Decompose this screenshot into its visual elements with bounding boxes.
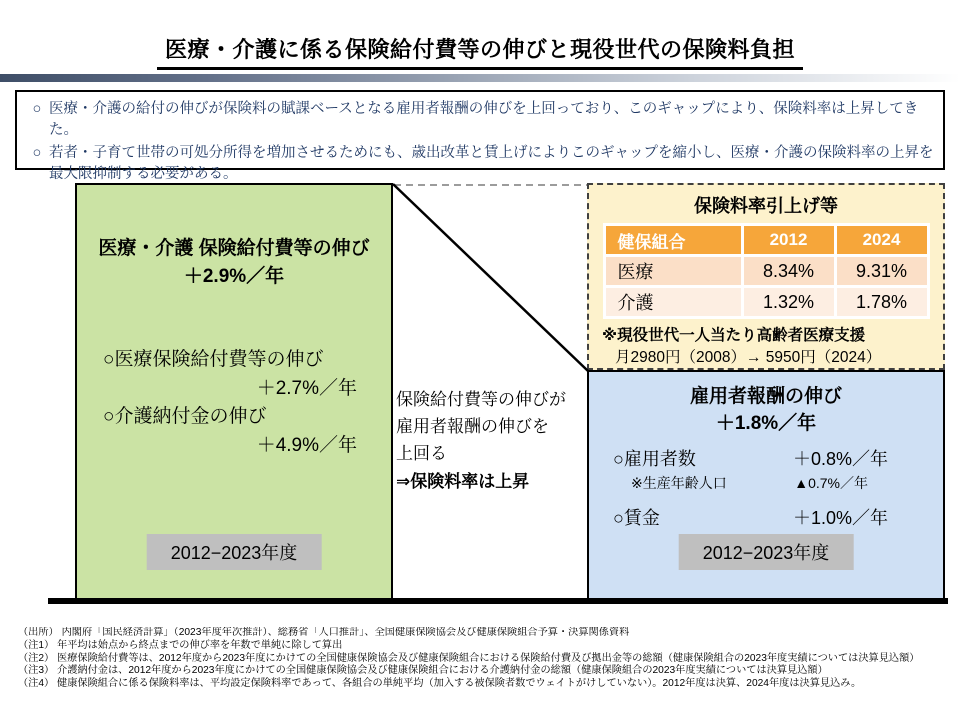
footnote-line: （注3） 介護納付金は、2012年度から2023年度にかけての全国健康保険協会及び健康保険組合における介護納付金の総額（健康保険組合の2023年度実績については決算見込額） [18, 665, 828, 677]
table-cell: 医療 [606, 257, 741, 285]
table-header-cell: 2012 [744, 226, 834, 254]
gap-note-conclusion: ⇒保険料率は上昇 [396, 471, 530, 491]
gap-note [396, 386, 584, 495]
table-cell: 8.34% [744, 257, 834, 285]
table-row [606, 257, 927, 285]
comp-item-label: ○雇用者数 [613, 449, 696, 470]
table-cell: 9.31% [837, 257, 927, 285]
premium-note-title: ※現役世代一人当たり高齢者医療支援 [602, 327, 866, 344]
premium-note [589, 325, 943, 368]
benefits-title-rate: ＋2.9%／年 [183, 265, 285, 287]
compensation-box [587, 370, 945, 600]
benefit-item-label: ○医療保険給付費等の伸び [103, 349, 324, 371]
compensation-title-rate: ＋1.8%／年 [715, 412, 817, 434]
bullet-text: 医療・介護の給付の伸びが保険料の賦課ベースとなる雇用者報酬の伸びを上回っており、このギャップにより、保険料率は上昇してきた。 [49, 101, 919, 138]
benefits-title-line1: 医療・介護 保険給付費等の伸び [98, 238, 370, 259]
comp-sub-value: ▲0.7%／年 [794, 475, 868, 492]
comp-item-value: ＋0.8%／年 [792, 449, 888, 470]
table-cell: 1.78% [837, 288, 927, 316]
premium-note-value: 月2980円（2008）→ 5950円（2024） [615, 348, 882, 366]
summary-panel [15, 90, 945, 182]
table-header-cell: 健保組合 [606, 226, 741, 254]
premium-box-title: 保険料率引上げ等 [694, 196, 838, 216]
footnotes [18, 627, 956, 691]
compensation-title-line1: 雇用者報酬の伸び [689, 386, 842, 407]
period-badge: 2012−2023年度 [679, 534, 854, 570]
summary-bullet [25, 99, 934, 140]
bullet-text: 若者・子育て世帯の可処分所得を増加させるためにも、歳出改革と賃上げによりこのギャップを縮小し、医療・介護の保険料率の上昇を最大限抑制する必要がある。 [49, 145, 934, 182]
footnote-line: （注1） 年平均は始点から終点までの伸び率を年数で単純に除して算出 [18, 639, 343, 651]
period-badge: 2012−2023年度 [147, 534, 322, 570]
benefit-item-value: ＋4.9%／年 [256, 434, 357, 456]
footnote-line: （注2） 医療保険給付費等は、2012年度から2023年度にかけての全国健康保険協会及び健康保険組合における保険給付費及び拠出金等の総額（健康保険組合の2023年度実績については決算見込額） [18, 652, 920, 664]
gap-note-line: 上回る [396, 444, 447, 464]
table-header-row [606, 226, 927, 254]
summary-bullet [25, 143, 934, 184]
bullet-marker: ○ [32, 145, 42, 162]
footnote-line: （注4） 健康保険組合に係る保険料率は、平均設定保険料率であって、各組合の単純平均（加入する被保険者数でウェイトがけしていない）。2012年度は決算、2024年度は決算見込み。 [18, 678, 862, 689]
benefit-item-label: ○介護納付金の伸び [103, 406, 267, 428]
table-header-cell: 2024 [837, 226, 927, 254]
page-title-wrap [0, 33, 960, 70]
premium-box [587, 183, 945, 370]
benefits-box [75, 183, 393, 600]
table-row [606, 288, 927, 316]
table-cell: 1.32% [744, 288, 834, 316]
compensation-box-title [589, 384, 943, 437]
benefits-items [77, 346, 391, 460]
comp-item-row [613, 506, 888, 531]
comp-sub-label: ※生産年齢人口 [631, 475, 727, 492]
benefit-item-value: ＋2.7%／年 [256, 377, 357, 399]
benefits-box-title [77, 235, 391, 290]
gap-note-line: 雇用者報酬の伸びを [396, 417, 549, 437]
table-cell: 介護 [606, 288, 741, 316]
comp-item-label: ○賃金 [613, 508, 660, 529]
gap-diagonal-line [393, 184, 588, 371]
bullet-marker: ○ [32, 101, 42, 117]
compensation-items [589, 447, 943, 531]
header-gradient-bar [0, 74, 960, 82]
page-title: 医療・介護に係る保険給付費等の伸びと現役世代の保険料負担 [157, 33, 803, 70]
comp-sub-row [613, 472, 888, 493]
premium-table [603, 223, 930, 319]
footnote-line: （出所） 内閣府「国民経済計算」（2023年度年次推計）、総務省「人口推計」、全国健康保険協会及び健康保険組合予算・決算関係資料 [18, 627, 630, 638]
comp-item-value: ＋1.0%／年 [792, 508, 888, 529]
gap-note-line: 保険給付費等の伸びが [396, 390, 566, 409]
comp-item-row [613, 447, 888, 472]
